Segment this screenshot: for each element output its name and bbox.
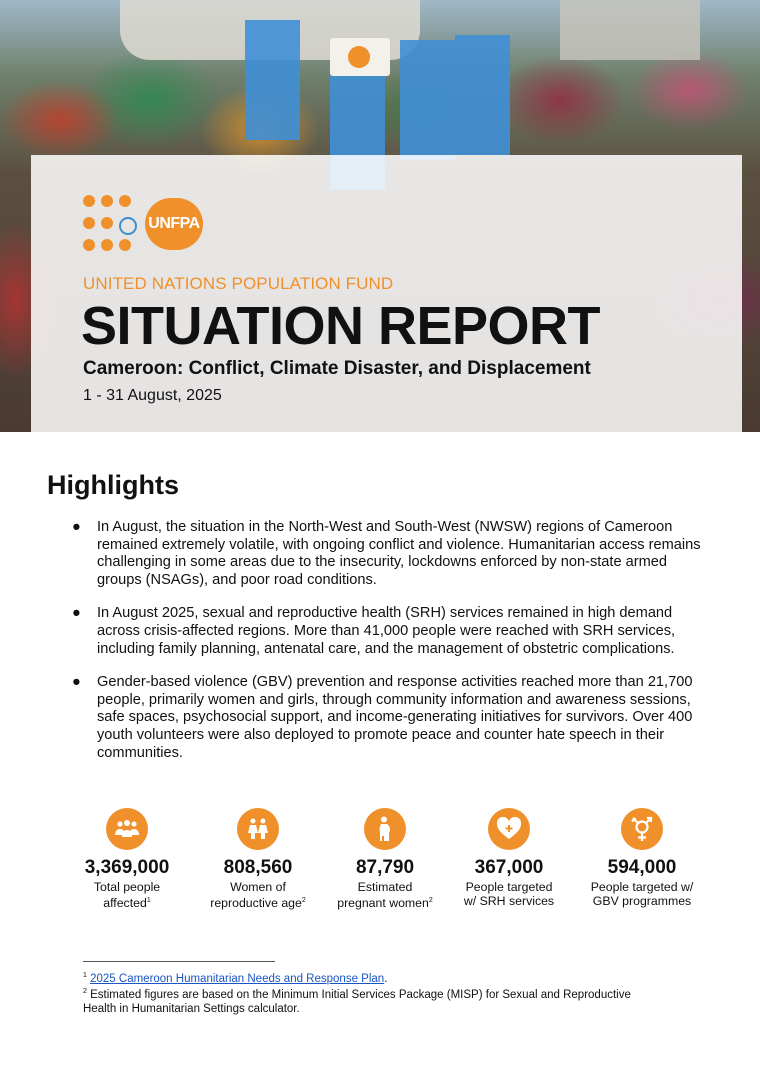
heart-plus-icon xyxy=(488,808,530,850)
report-date: 1 - 31 August, 2025 xyxy=(83,387,222,404)
list-item: ● In August, the situation in the North-West and South-West (NWSW) regions of Cameroon remained extremely volatile, with ongoing conflict and violence. Humanitarian access remains challenging in some areas due to the insecurity, lockdowns enforced by non-state armed groups (NSAGs), and poor road conditions. xyxy=(72,519,701,588)
hnrp-link[interactable]: 2025 Cameroon Humanitarian Needs and Response Plan xyxy=(90,972,385,985)
highlights-list xyxy=(72,519,712,778)
photo-screen xyxy=(455,35,510,155)
footnote-1: $^1$ 2025 Cameroon Humanitarian Needs and Response Plan. xyxy=(83,972,388,985)
un-globe-icon xyxy=(119,217,137,235)
cover-photo xyxy=(0,0,760,432)
stat-srh-targeted: 367,000 People targeted w/ SRH services xyxy=(444,808,574,908)
photo-unfpa-sign xyxy=(330,38,390,76)
footnote-divider xyxy=(83,961,275,962)
people-group-icon xyxy=(106,808,148,850)
title-panel xyxy=(31,155,742,432)
unfpa-logo xyxy=(83,195,203,255)
unfpa-logo-text: UNFPA xyxy=(145,198,203,250)
key-figures xyxy=(0,808,760,918)
women-icon xyxy=(237,808,279,850)
report-subtitle: Cameroon: Conflict, Climate Disaster, and Displacement xyxy=(83,358,591,379)
photo-screen xyxy=(400,40,455,160)
pregnant-woman-icon xyxy=(364,808,406,850)
list-item: ● Gender-based violence (GBV) prevention and response activities reached more than 21,700 people, primarily women and girls, through community information and awareness sessions, safe spaces, psychosocial support, and income-generating initiatives for survivors. Over 400 youth volunteers were also deployed to promote peace and counter hate speech in their communities. xyxy=(72,674,693,761)
bullet-icon: ● xyxy=(72,605,81,622)
photo-wall xyxy=(560,0,700,60)
list-item: ● In August 2025, sexual and reproductive health (SRH) services remained in high demand across crisis-affected regions. More than 41,000 people were reached with SRH services, including family planning, antenatal care, and the management of obstetric complications. xyxy=(72,605,676,657)
highlights-heading: Highlights xyxy=(47,470,179,500)
report-title: SITUATION REPORT xyxy=(81,296,601,356)
footnote-2: $^2$ Estimated figures are based on the Minimum Initial Services Package (MISP) for Sexual and Reproductive Health in Humanitarian Settings calculator. xyxy=(83,988,631,1015)
bullet-icon: ● xyxy=(72,519,81,535)
photo-screen xyxy=(245,20,300,140)
org-name: UNITED NATIONS POPULATION FUND xyxy=(83,274,394,293)
bullet-icon: ● xyxy=(72,674,81,691)
stat-women-reproductive-age: 808,560 Women of reproductive age$^2$ xyxy=(193,808,323,910)
stat-pregnant-women: 87,790 Estimated pregnant women$^2$ xyxy=(320,808,450,910)
stat-people-affected: 3,369,000 Total people affected$^1$ xyxy=(62,808,192,910)
stat-gbv-targeted: 594,000 People targeted w/ GBV programmes xyxy=(577,808,707,908)
gender-symbol-icon xyxy=(621,808,663,850)
